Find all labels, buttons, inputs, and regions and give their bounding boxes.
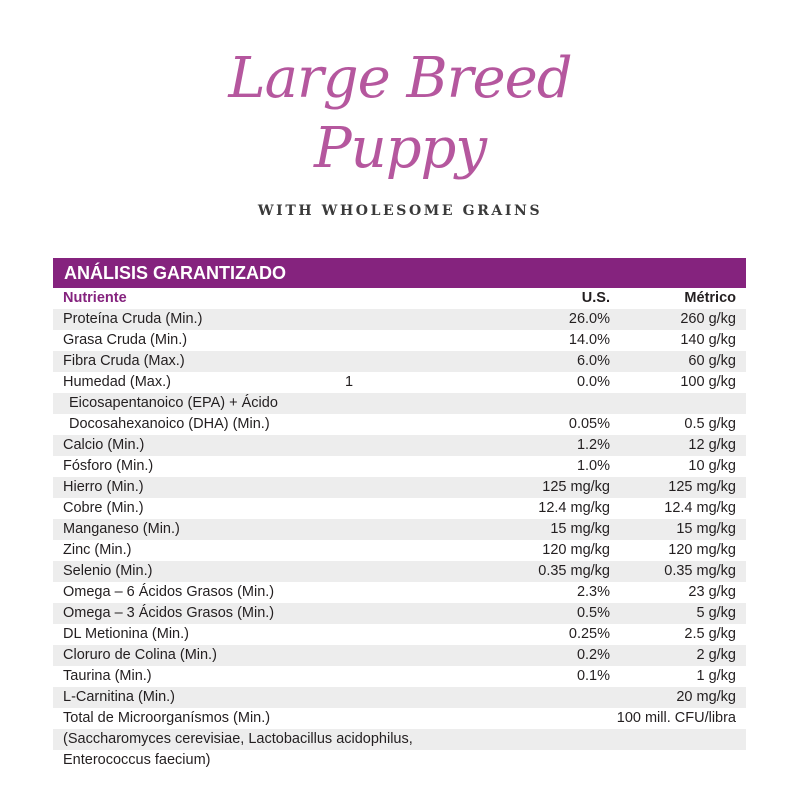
metric-value: 140 g/kg [680,332,736,348]
us-value: 0.5% [576,605,610,621]
nutrient-name: L-Carnitina (Min.) [63,689,175,705]
metric-value: 15 mg/kg [676,521,736,537]
metric-value: 20 mg/kg [676,689,736,705]
column-header-metric: Métrico [684,290,736,306]
metric-value: 100 g/kg [680,374,736,390]
us-value: 1.0% [576,458,610,474]
nutrient-name: Selenio (Min.) [63,563,153,579]
nutrient-name: Fibra Cruda (Max.) [63,353,185,369]
product-title-line-2: Puppy [313,116,487,181]
table-row [53,540,746,561]
nutrient-name: Eicosapentanoico (EPA) + Ácido [69,395,278,411]
us-value: 2.3% [576,584,610,600]
metric-value: 125 mg/kg [668,479,736,495]
us-value: 0.25% [568,626,610,642]
table-row [53,561,746,582]
nutrient-name: (Saccharomyces cerevisiae, Lactobacillus acidophilus, [63,731,413,747]
nutrient-name: Proteína Cruda (Min.) [63,311,203,327]
us-value: 0.1% [576,668,610,684]
us-value: 0.0% [576,374,610,390]
metric-value: 0.5 g/kg [684,416,736,432]
table-row [53,624,746,645]
metric-value: 1 g/kg [696,668,736,684]
nutrient-name: Grasa Cruda (Min.) [63,332,188,348]
us-value: 125 mg/kg [542,479,610,495]
us-value: 0.05% [568,416,610,432]
table-row [53,750,746,771]
table-row [53,666,746,687]
table-row [53,498,746,519]
us-value: 14.0% [568,332,610,348]
us-value: 12.4 mg/kg [538,500,610,516]
column-header-row [53,288,746,309]
metric-value: 12.4 mg/kg [664,500,736,516]
column-header-us: U.S. [581,290,610,306]
nutrient-name: Cloruro de Colina (Min.) [63,647,217,663]
table-row [53,372,746,393]
column-header-nutrient: Nutriente [63,290,127,306]
metric-value: 120 mg/kg [668,542,736,558]
metric-value: 2 g/kg [696,647,736,663]
metric-value: 2.5 g/kg [684,626,736,642]
table-row [53,351,746,372]
table-row [53,687,746,708]
nutrient-name: Fósforo (Min.) [63,458,154,474]
table-row [53,645,746,666]
us-value: 6.0% [576,353,610,369]
product-title-line-1: Large Breed [228,46,572,111]
us-value: 0.35 mg/kg [538,563,610,579]
metric-value: 10 g/kg [688,458,736,474]
section-title: ANÁLISIS GARANTIZADO [53,258,746,288]
product-subtitle: WITH WHOLESOME GRAINS [257,203,543,219]
table-row [53,603,746,624]
table-row [53,477,746,498]
table-row [53,435,746,456]
table-row [53,729,746,750]
metric-value: 0.35 mg/kg [664,563,736,579]
metric-value: 12 g/kg [688,437,736,453]
table-row [53,414,746,435]
metric-value: 5 g/kg [696,605,736,621]
nutrient-name: Cobre (Min.) [63,500,144,516]
table-row [53,330,746,351]
us-value: 0.2% [576,647,610,663]
nutrient-name: DL Metionina (Min.) [63,626,189,642]
footnote-marker: 1 [345,374,354,390]
nutrient-name: Omega – 6 Ácidos Grasos (Min.) [63,584,275,600]
nutrient-name: Humedad (Max.) [63,374,171,390]
guaranteed-analysis-table [53,258,746,771]
table-row [53,393,746,414]
table-body [53,309,746,771]
us-value: 120 mg/kg [542,542,610,558]
metric-value: 100 mill. CFU/libra [616,710,736,726]
nutrient-name: Zinc (Min.) [63,542,132,558]
table-row [53,309,746,330]
nutrient-name: Total de Microorganísmos (Min.) [63,710,271,726]
nutrient-name: Calcio (Min.) [63,437,145,453]
us-value: 15 mg/kg [550,521,610,537]
nutrient-name: Hierro (Min.) [63,479,144,495]
nutrient-name: Docosahexanoico (DHA) (Min.) [69,416,270,432]
metric-value: 60 g/kg [688,353,736,369]
nutrient-name: Manganeso (Min.) [63,521,180,537]
metric-value: 23 g/kg [688,584,736,600]
table-row [53,456,746,477]
metric-value: 260 g/kg [680,311,736,327]
nutrient-name: Taurina (Min.) [63,668,152,684]
nutrient-name: Omega – 3 Ácidos Grasos (Min.) [63,605,275,621]
nutrient-name: Enterococcus faecium) [63,752,211,768]
us-value: 26.0% [568,311,610,327]
table-row [53,708,746,729]
us-value: 1.2% [576,437,610,453]
table-row [53,519,746,540]
table-row [53,582,746,603]
